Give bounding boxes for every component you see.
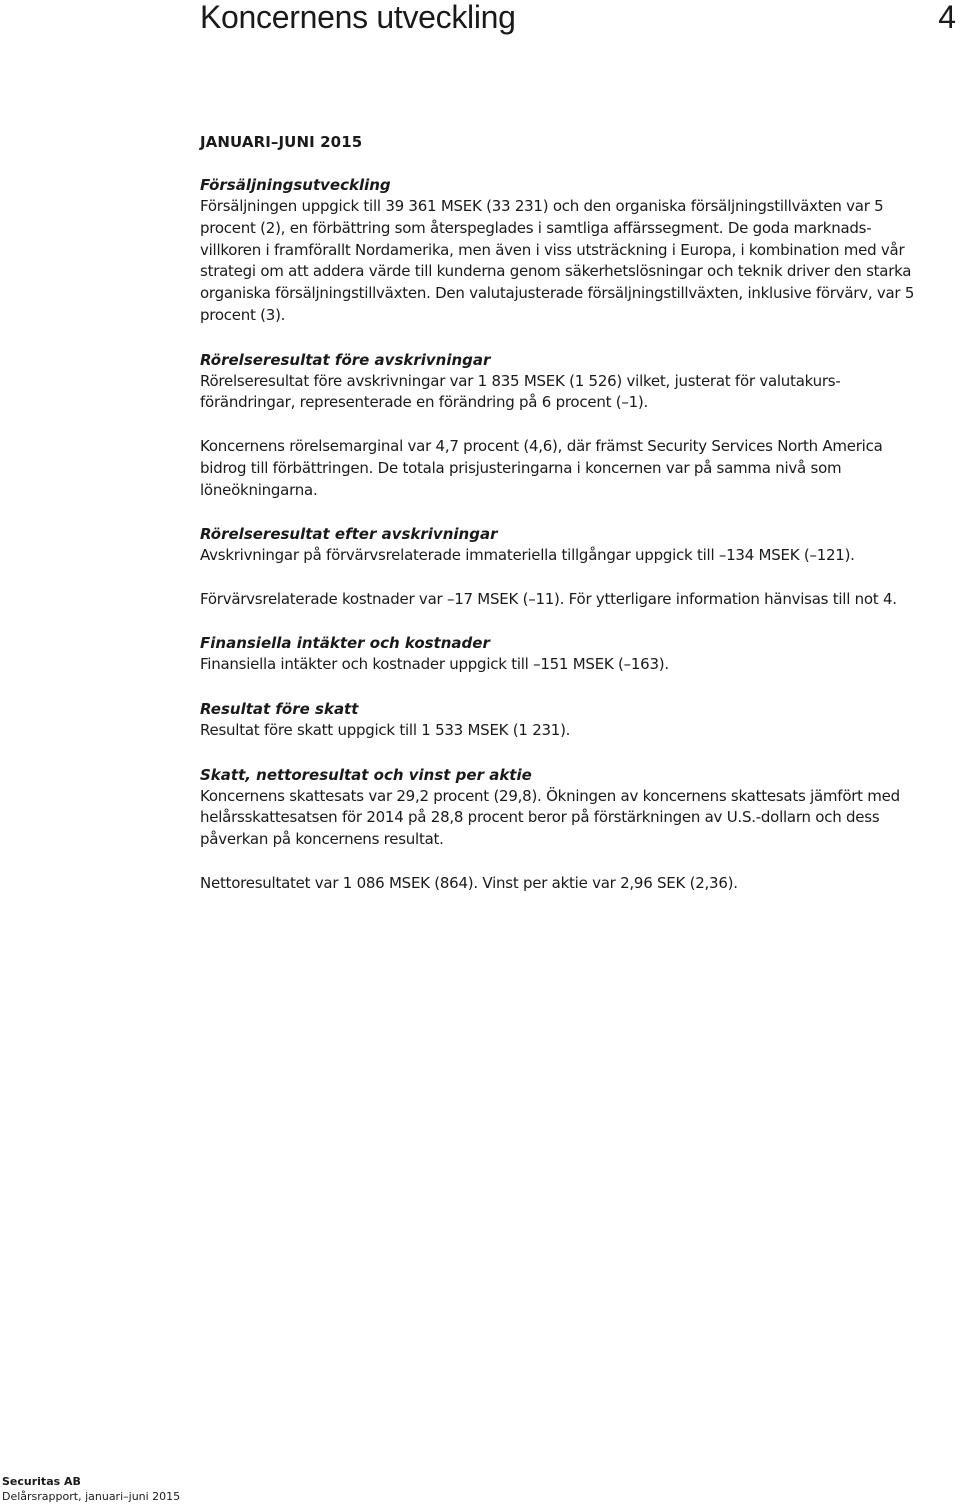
section-taxes-net-income-eps bbox=[200, 764, 930, 895]
paragraph: Finansiella intäkter och kostnader uppgick till –151 MSEK (–163). bbox=[200, 655, 669, 674]
section-operating-result-after-amortization bbox=[200, 523, 930, 610]
paragraph: Resultat före skatt uppgick till 1 533 MSEK (1 231). bbox=[200, 720, 571, 739]
paragraph: Koncernens skattesats var 29,2 procent (29,8). Ökningen av koncernens skattesats jämfört med helårsskattesatsen för 2014 på 28,8 procent beror på förstärkningen av U.S.-dollarn och dess påverkan på koncernens resultat. bbox=[200, 786, 900, 849]
section-heading: Skatt, nettoresultat och vinst per aktie bbox=[200, 765, 532, 784]
section-financial-income-expenses bbox=[200, 632, 930, 676]
period-heading: JANUARI–JUNI 2015 bbox=[200, 133, 363, 151]
report-body bbox=[200, 131, 930, 916]
section-heading: Försäljningsutveckling bbox=[200, 176, 391, 194]
paragraph: Försäljningen uppgick till 39 361 MSEK (33 231) och den organiska försäljningstillväxten var 5 procent (2), en förbättring som återspeglades i samtliga affärssegment. De goda marknads-villkoren i framförallt Nordamerika, men även i viss utsträckning i Europa, i kombination med vår strategi om att addera värde till kunderna genom säkerhetslösningar och teknik driver den starka organiska försäljningstillväxten. Den valutajusterade försäljningstillväxten, inklusive förvärv, var 5 procent (3). bbox=[200, 197, 915, 324]
section-heading: Finansiella intäkter och kostnader bbox=[200, 634, 490, 653]
paragraph: Nettoresultatet var 1 086 MSEK (864). Vinst per aktie var 2,96 SEK (2,36). bbox=[200, 873, 738, 892]
page-title: Koncernens utveckling bbox=[200, 0, 516, 35]
footer-report-name: Delårsrapport, januari–juni 2015 bbox=[2, 1490, 181, 1503]
paragraph: Avskrivningar på förvärvsrelaterade immateriella tillgångar uppgick till –134 MSEK (–121). bbox=[200, 546, 855, 565]
paragraph: Rörelseresultat före avskrivningar var 1 835 MSEK (1 526) vilket, justerat för valutakurs-förändringar, representerade en förändring på 6 procent (–1). bbox=[200, 371, 841, 412]
paragraph: Förvärvsrelaterade kostnader var –17 MSEK (–11). För ytterligare information hänvisas till not 4. bbox=[200, 589, 897, 608]
section-heading: Resultat före skatt bbox=[200, 699, 359, 718]
section-operating-result-before-amortization bbox=[200, 349, 930, 502]
section-income-before-taxes bbox=[200, 698, 930, 742]
section-heading: Rörelseresultat efter avskrivningar bbox=[200, 525, 498, 544]
page-footer bbox=[2, 1474, 180, 1504]
section-heading: Rörelseresultat före avskrivningar bbox=[200, 350, 491, 369]
section-sales-development bbox=[200, 174, 930, 327]
paragraph: Koncernens rörelsemarginal var 4,7 procent (4,6), där främst Security Services North America bidrog till förbättringen. De totala prisjusteringarna i koncernen var på samma nivå som löneökningarna. bbox=[200, 436, 883, 499]
footer-company: Securitas AB bbox=[2, 1475, 81, 1488]
page-number: 4 bbox=[938, 0, 956, 35]
